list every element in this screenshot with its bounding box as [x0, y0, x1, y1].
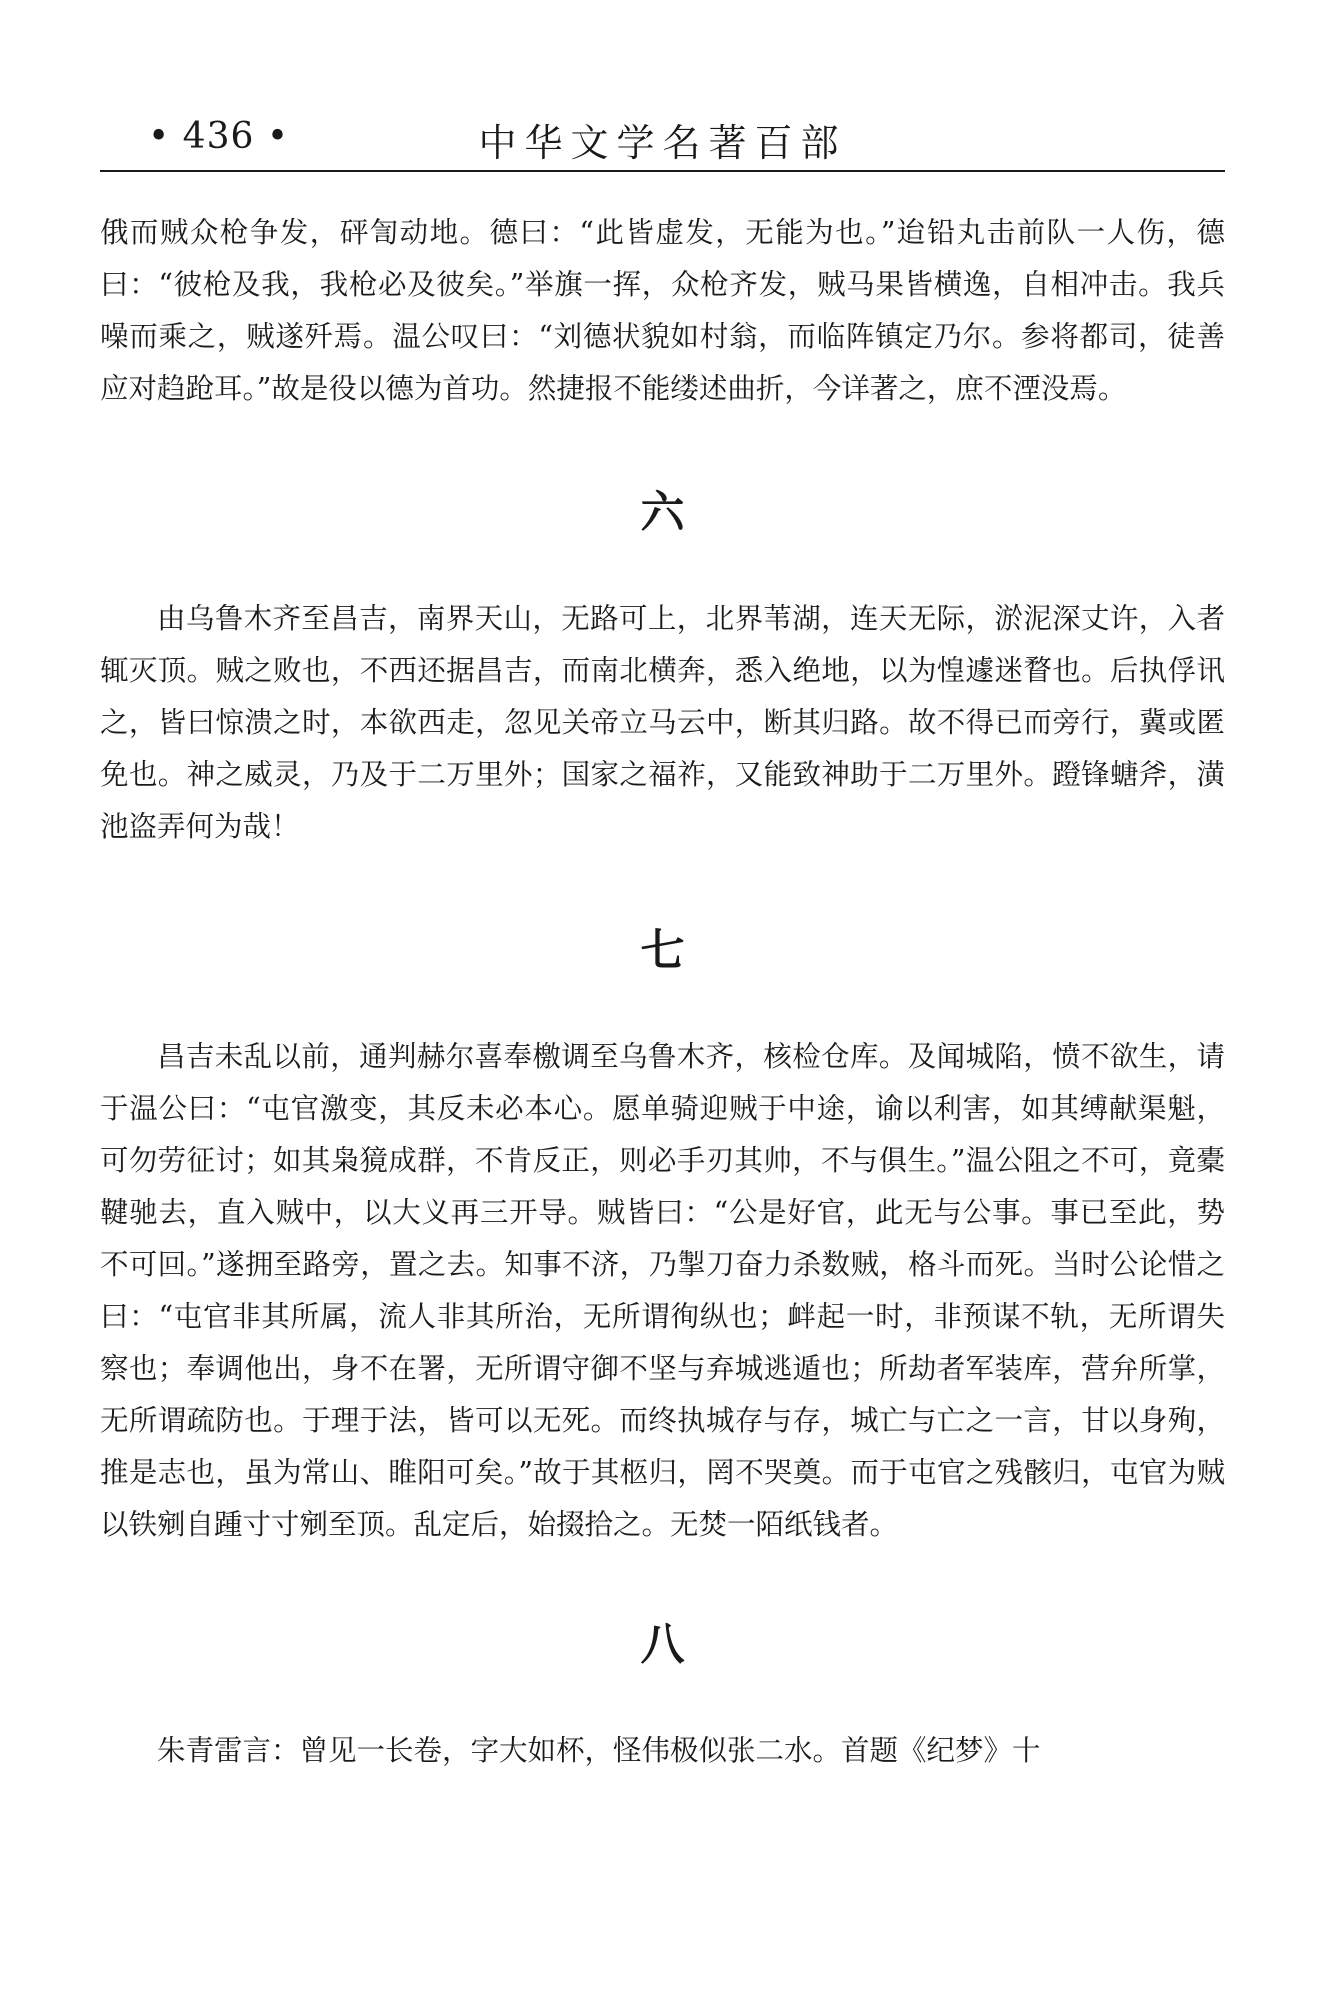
- section-heading-eight: 八: [640, 1619, 685, 1670]
- page-number: • 436 •: [148, 116, 290, 157]
- book-title: 中华文学名著百部: [478, 121, 847, 165]
- section-heading-seven: 七: [640, 925, 685, 976]
- page-body: [100, 207, 1225, 1777]
- paragraph-section-eight: 朱青雷言：曾见一长卷，字大如杯，怪伟极似张二水。首题《纪梦》十: [157, 1734, 1041, 1767]
- page-header: [100, 112, 1225, 166]
- spacer: [100, 543, 1225, 593]
- spacer: [100, 853, 1225, 921]
- paragraph-section-six: 由乌鲁木齐至昌吉，南界天山，无路可上，北界苇湖，连天无际，淤泥深丈许，入者辄灭顶。贼之败也，不西还据昌吉，而南北横奔，悉入绝地，以为惶遽迷瞀也。后执俘讯之，皆曰惊溃之时，本欲西走，忽见关帝立马云中，断其归路。故不得已而旁行，冀或匿免也。神之威灵，乃及于二万里外；国家之福祚，又能致神助于二万里外。蹬锋螗斧，潢池盗弄何为哉！: [100, 602, 1225, 843]
- paragraph-continued: 俄而贼众枪争发，砰訇动地。德曰：“此皆虚发，无能为也。”迨铅丸击前队一人伤，德曰：“彼枪及我，我枪必及彼矣。”举旗一挥，众枪齐发，贼马果皆横逸，自相冲击。我兵噪而乘之，贼遂歼焉。温公叹曰：“刘德状貌如村翁，而临阵镇定乃尔。参将都司，徒善应对趋跄耳。”故是役以德为首功。然捷报不能缕述曲折，今详著之，庶不湮没焉。: [100, 216, 1225, 405]
- spacer: [100, 415, 1225, 483]
- header-divider: [100, 170, 1225, 172]
- paragraph-section-seven: 昌吉未乱以前，通判赫尔喜奉檄调至乌鲁木齐，核检仓库。及闻城陷，愤不欲生，请于温公曰：“屯官激变，其反未必本心。愿单骑迎贼于中途，谕以利害，如其缚献渠魁，可勿劳征讨；如其枭獍成群，不肯反正，则必手刃其帅，不与俱生。”温公阻之不可，竟橐鞬驰去，直入贼中，以大义再三开导。贼皆曰：“公是好官，此无与公事。事已至此，势不可回。”遂拥至路旁，置之去。知事不济，乃掣刀奋力杀数贼，格斗而死。当时公论惜之曰：“屯官非其所属，流人非其所治，无所谓徇纵也；衅起一时，非预谋不轨，无所谓失察也；奉调他出，身不在署，无所谓守御不坚与弃城逃遁也；所劫者军装库，营弁所掌，无所谓疏防也。于理于法，皆可以无死。而终执城存与存，城亡与亡之一言，甘以身殉，推是志也，虽为常山、睢阳可矣。”故于其柩归，罔不哭奠。而于屯官之残骸归，屯官为贼以铁剜自踵寸寸剜至顶。乱定后，始掇拾之。无焚一陌纸钱者。: [100, 1040, 1225, 1541]
- spacer: [100, 981, 1225, 1031]
- spacer: [100, 1551, 1225, 1615]
- section-heading-six: 六: [640, 487, 685, 538]
- spacer: [100, 1675, 1225, 1725]
